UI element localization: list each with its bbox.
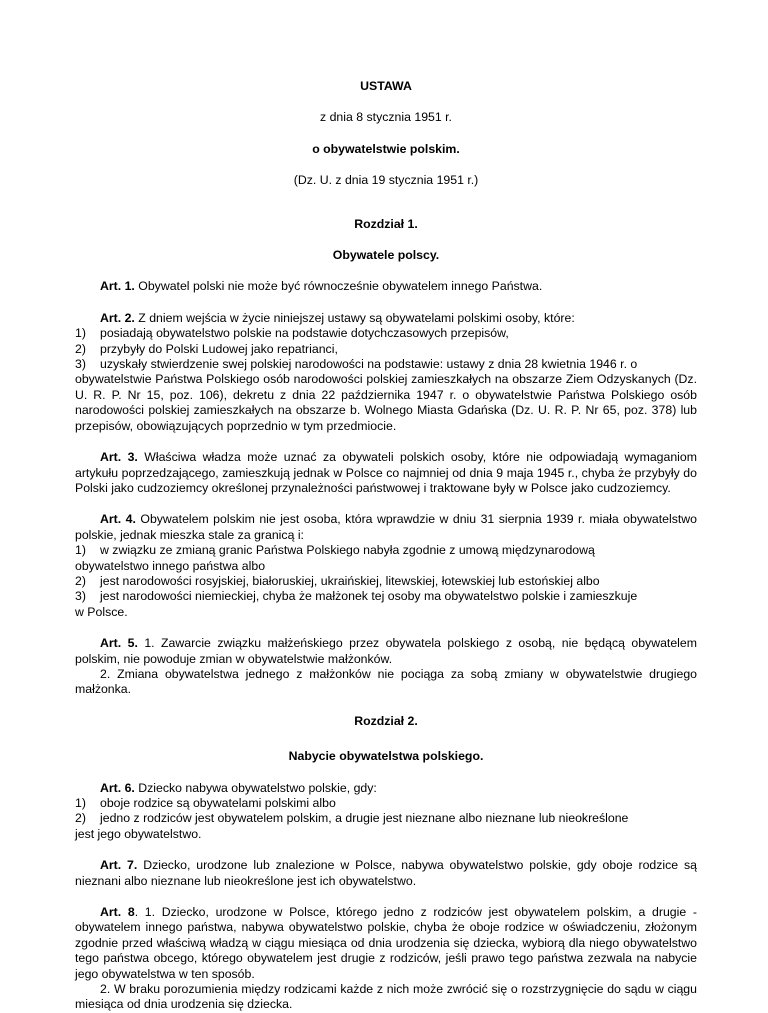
doc-subject: o obywatelstwie polskim. xyxy=(312,141,460,156)
article-text: Obywatelem polskim nie jest osoba, która wprawdzie w dniu 31 sierpnia 1939 r. miała obywatelstwo polskie, jednak mieszka stale za granicą i: xyxy=(75,512,698,542)
article-text: Dziecko, urodzone lub znalezione w Polsce, nabywa obywatelstwo polskie, gdy oboje rodzice są nieznani albo nieznane lub nieokreślone jest ich obywatelstwo. xyxy=(75,858,697,888)
article-label: Art. 8 xyxy=(100,905,135,920)
article-6 xyxy=(75,781,697,843)
article-text: Właściwa władza może uznać za obywateli polskich osoby, które nie odpowiadają wymaganiom artykułu poprzedzającego, zamieszkują jednak w Polsce co najmniej od dnia 9 maja 1945 r., chyba że przybyły do Polski jako cudzoziemcy określonej przynależności państwowej i traktowane były w Polsce jako cudzoziemcy. xyxy=(75,450,697,495)
article-label: Art. 5. xyxy=(100,636,138,651)
doc-source: (Dz. U. z dnia 19 stycznia 1951 r.) xyxy=(293,173,479,188)
list-item-cont: jest jego obywatelstwo. xyxy=(75,826,202,841)
article-1 xyxy=(75,279,697,294)
article-7 xyxy=(75,858,697,889)
article-8 xyxy=(75,905,697,1013)
article-text: obywatelstwie Państwa Polskiego osób narodowości polskiej zamieszkałych na obszarze Ziem Odzyskanych (Dz. U. R. P. Nr 15, poz. 106), dekretu z dnia 22 października 1947 r. o obywatelstwie Państwa Polskiego osób narodowości polskiej zamieszkałych na obszarze b. Wolnego Miasta Gdańska (Dz. U. R. P. Nr 65, poz. 378) lub przepisów, obowiązujących poprzednio w tym przedmiocie. xyxy=(75,372,697,433)
article-5 xyxy=(75,636,697,698)
article-label: Art. 3. xyxy=(100,450,138,465)
list-item: 3) uzyskały stwierdzenie swej polskiej narodowości na podstawie: ustawy z dnia 28 kwietnia 1946 r. o xyxy=(75,357,638,372)
article-label: Art. 2. xyxy=(100,310,135,325)
article-text: 2. Zmiana obywatelstwa jednego z małżonków nie pociąga za sobą zmiany w obywatelstwie drugiego małżonka. xyxy=(75,666,697,697)
list-item: 2) jedno z rodziców jest obywatelem polskim, a drugie jest nieznane albo nieznane lub nieokreślone xyxy=(75,811,629,826)
article-4 xyxy=(75,512,697,620)
article-label: Art. 4. xyxy=(100,512,136,527)
article-text: Obywatel polski nie może być równocześnie obywatelem innego Państwa. xyxy=(138,279,543,294)
article-text: 1. Zawarcie związku małżeńskiego przez obywatela polskiego z osobą, nie będącą obywatelem polskim, nie powoduje zmian w obywatelstwie małżonków. xyxy=(75,636,697,666)
chapter-2-subheading: Nabycie obywatelstwa polskiego. xyxy=(288,749,484,764)
article-text: Dziecko nabywa obywatelstwo polskie, gdy: xyxy=(138,780,377,795)
list-item: 2) przybyły do Polski Ludowej jako repatrianci, xyxy=(75,341,338,356)
article-3 xyxy=(75,450,697,496)
list-item: 1) posiadają obywatelstwo polskie na podstawie dotychczasowych przepisów, xyxy=(75,326,509,341)
list-item: 2) jest narodowości rosyjskiej, białoruskiej, ukraińskiej, litewskiej, łotewskiej lub estońskiej albo xyxy=(75,573,600,588)
chapter-1-heading: Rozdział 1. xyxy=(354,216,418,231)
article-text: . 1. Dziecko, urodzone w Polsce, którego jedno z rodziców jest obywatelem polskim, a drugie - obywatelem innego państwa, nabywa obywatelstwo polskie, chyba że oboje rodzice w oświadczeniu, złożonym zgodnie przed właściwą władzą w ciągu miesiąca od dnia urodzenia się dziecka, wybiorą dla niego obywatelstwo tego państwa obcego, którego obywatelem jest drugie z rodziców, jeśli prawo tego państwa zezwala na nabycie jego obywatelstwa w ten sposób. xyxy=(75,905,697,981)
list-item-cont: w Polsce. xyxy=(75,604,128,619)
article-label: Art. 6. xyxy=(100,780,135,795)
list-item: 1) oboje rodzice są obywatelami polskimi albo xyxy=(75,796,336,810)
chapter-1-subheading: Obywatele polscy. xyxy=(332,248,440,263)
article-text: 2. W braku porozumienia między rodzicami każde z nich może zwrócić się o rozstrzygnięcie do sądu w ciągu miesiąca od dnia urodzenia się dziecka. xyxy=(75,982,697,1012)
doc-date: z dnia 8 stycznia 1951 r. xyxy=(320,110,452,125)
list-item-cont: obywatelstwo innego państwa albo xyxy=(75,558,266,573)
doc-title: USTAWA xyxy=(360,79,412,93)
article-text: Z dniem wejścia w życie niniejszej ustawy są obywatelami polskimi osoby, które: xyxy=(138,310,575,325)
article-2 xyxy=(75,311,697,434)
list-item: 1) w związku ze zmianą granic Państwa Polskiego nabyła zgodnie z umową międzynarodową xyxy=(75,543,595,558)
document-page xyxy=(75,79,697,1013)
article-label: Art. 1. xyxy=(100,279,135,294)
article-label: Art. 7. xyxy=(100,858,138,873)
list-item: 3) jest narodowości niemieckiej, chyba że małżonek tej osoby ma obywatelstwo polskie i zamieszkuje xyxy=(75,589,638,604)
chapter-2-heading: Rozdział 2. xyxy=(354,713,418,728)
